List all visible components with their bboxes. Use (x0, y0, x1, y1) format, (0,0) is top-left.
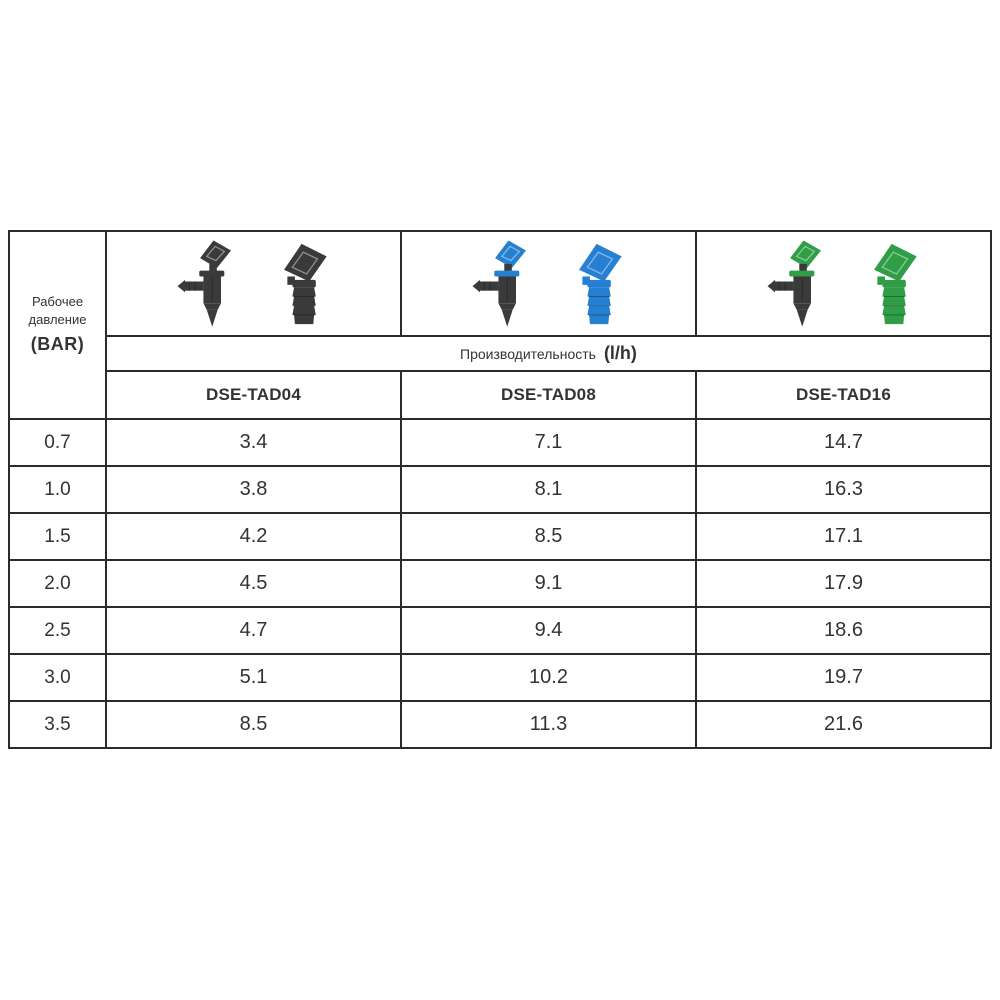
table-row (9, 466, 991, 513)
dripper-icon-elbow (470, 238, 529, 330)
pressure-header-line2: давление (28, 311, 87, 327)
dripper-icon-elbow (765, 238, 824, 330)
flow-value: 14.7 (696, 419, 991, 466)
capacity-header-cell (106, 336, 991, 371)
flow-value: 8.1 (401, 466, 696, 513)
dripper-images (697, 232, 990, 335)
pressure-value: 2.5 (9, 607, 106, 654)
flow-value: 16.3 (696, 466, 991, 513)
model-header-row (9, 371, 991, 419)
flow-value: 18.6 (696, 607, 991, 654)
pressure-value: 2.0 (9, 560, 106, 607)
spec-table (8, 230, 992, 749)
dripper-images (107, 232, 400, 335)
flow-value: 9.4 (401, 607, 696, 654)
capacity-header-row (9, 336, 991, 371)
pressure-value: 0.7 (9, 419, 106, 466)
table-row (9, 419, 991, 466)
flow-value: 5.1 (106, 654, 401, 701)
flow-value: 17.9 (696, 560, 991, 607)
dripper-icon-barb (569, 238, 628, 330)
flow-value: 4.2 (106, 513, 401, 560)
pressure-value: 3.5 (9, 701, 106, 748)
table-row (9, 560, 991, 607)
flow-value: 11.3 (401, 701, 696, 748)
flow-value: 21.6 (696, 701, 991, 748)
model-header: DSE-TAD04 (106, 371, 401, 419)
product-image-cell (696, 231, 991, 336)
pressure-value: 3.0 (9, 654, 106, 701)
flow-value: 17.1 (696, 513, 991, 560)
pressure-value: 1.5 (9, 513, 106, 560)
table-row (9, 513, 991, 560)
product-image-row (9, 231, 991, 336)
pressure-header-line1: Рабочее (31, 294, 84, 310)
flow-value: 19.7 (696, 654, 991, 701)
flow-value: 4.5 (106, 560, 401, 607)
model-header: DSE-TAD08 (401, 371, 696, 419)
table-row (9, 607, 991, 654)
table-row (9, 701, 991, 748)
flow-value: 8.5 (106, 701, 401, 748)
dripper-images (402, 232, 695, 335)
capacity-header-unit: (l/h) (603, 343, 637, 363)
table-row (9, 654, 991, 701)
flow-value: 7.1 (401, 419, 696, 466)
dripper-icon-barb (864, 238, 923, 330)
dripper-icon-elbow (175, 238, 234, 330)
model-header: DSE-TAD16 (696, 371, 991, 419)
flow-value: 9.1 (401, 560, 696, 607)
product-image-cell (106, 231, 401, 336)
pressure-value: 1.0 (9, 466, 106, 513)
pressure-header-unit: (BAR) (30, 334, 85, 355)
dripper-icon-barb (274, 238, 333, 330)
capacity-header-label: Производительность (460, 346, 596, 362)
flow-value: 3.4 (106, 419, 401, 466)
pressure-header-cell (9, 231, 106, 419)
flow-value: 8.5 (401, 513, 696, 560)
flow-value: 10.2 (401, 654, 696, 701)
flow-value: 4.7 (106, 607, 401, 654)
flow-value: 3.8 (106, 466, 401, 513)
product-image-cell (401, 231, 696, 336)
